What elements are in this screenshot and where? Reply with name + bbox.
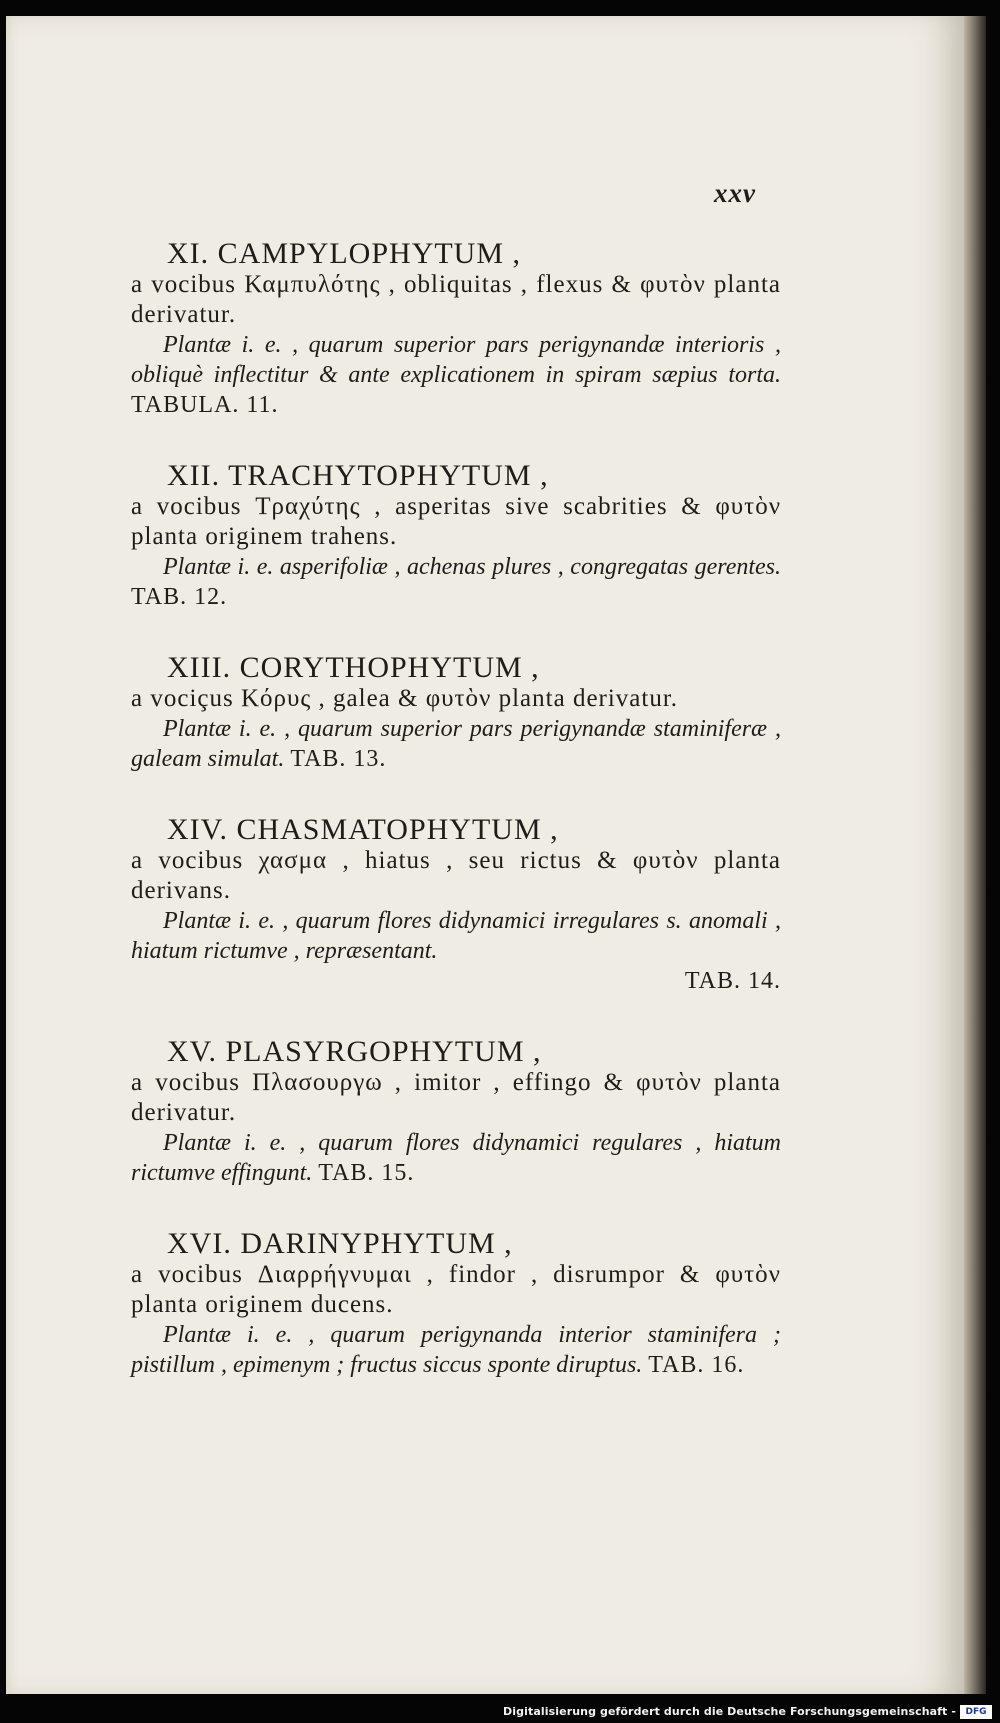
tab-reference: TAB. 12.	[131, 584, 228, 610]
entry-description: a vociçus Κόρυς , galea & φυτὸν planta derivatur.	[131, 685, 679, 712]
plantae-text: Plantæ i. e. , quarum superior pars perigynandæ staminiferæ , galeam simulat.	[131, 716, 781, 772]
entry-xiii	[131, 652, 781, 774]
entry-xi	[131, 238, 781, 420]
tab-reference: TAB. 15.	[318, 1160, 415, 1186]
page-text	[131, 238, 781, 1420]
entry-heading: XIII. CORYTHOPHYTUM ,	[167, 651, 540, 684]
book-spine-shadow	[964, 16, 986, 1694]
entry-heading: XII. TRACHYTOPHYTUM ,	[167, 459, 549, 492]
entry-description: a vocibus χασμα , hiatus , seu rictus & φυτὸν planta derivans.	[131, 847, 781, 904]
tab-reference: TABULA. 11.	[131, 392, 279, 418]
digitization-footer	[0, 1697, 1000, 1723]
entry-heading: XVI. DARINYPHYTUM ,	[167, 1227, 513, 1260]
plantae-text: Plantæ i. e. asperifoliæ , achenas plures , congregatas gerentes.	[163, 554, 781, 580]
entry-xiv	[131, 814, 781, 996]
plantae-text: Plantæ i. e. , quarum superior pars perigynandæ interioris , obliquè inflectitur & ante explicationem in spiram sæpius torta.	[131, 332, 781, 388]
entry-xvi	[131, 1228, 781, 1380]
entry-description: a vocibus Πλασουργω , imitor , effingo & φυτὸν planta derivatur.	[131, 1069, 781, 1126]
page-number: xxv	[714, 178, 756, 208]
entry-heading: XV. PLASYRGOPHYTUM ,	[167, 1035, 542, 1068]
entry-plantae	[131, 1320, 781, 1380]
plantae-text: Plantæ i. e. , quarum flores didynamici irregulares s. anomali , hiatum rictumve , repræsentant.	[131, 908, 781, 964]
tab-reference: TAB. 14.	[684, 968, 781, 994]
entry-plantae	[131, 330, 781, 420]
entry-plantae	[131, 1128, 781, 1188]
entry-plantae	[131, 714, 781, 774]
footer-credit: Digitalisierung gefördert durch die Deutsche Forschungsgemeinschaft -	[503, 1705, 956, 1718]
entry-heading: XI. CAMPYLOPHYTUM ,	[167, 237, 522, 270]
tab-reference: TAB. 13.	[290, 746, 387, 772]
book-page	[6, 16, 964, 1694]
dfg-logo: DFG	[960, 1705, 992, 1719]
plantae-text: Plantæ i. e. , quarum perigynanda interior staminifera ; pistillum , epimenym ; fructus siccus sponte diruptus.	[131, 1322, 781, 1378]
entry-plantae	[131, 552, 781, 612]
entry-description: a vocibus Τραχύτης , asperitas sive scabrities & φυτὸν planta originem trahens.	[131, 493, 781, 550]
entry-heading: XIV. CHASMATOPHYTUM ,	[167, 813, 559, 846]
entry-description: a vocibus Καμπυλότης , obliquitas , flexus & φυτὸν planta derivatur.	[131, 271, 781, 328]
entry-xv	[131, 1036, 781, 1188]
tab-reference: TAB. 16.	[648, 1352, 745, 1378]
plantae-text: Plantæ i. e. , quarum flores didynamici regulares , hiatum rictumve effingunt.	[131, 1130, 781, 1186]
entry-plantae	[131, 906, 781, 996]
entry-description: a vocibus Διαρρήγνυμαι , findor , disrumpor & φυτὸν planta originem ducens.	[131, 1261, 781, 1318]
entry-xii	[131, 460, 781, 612]
